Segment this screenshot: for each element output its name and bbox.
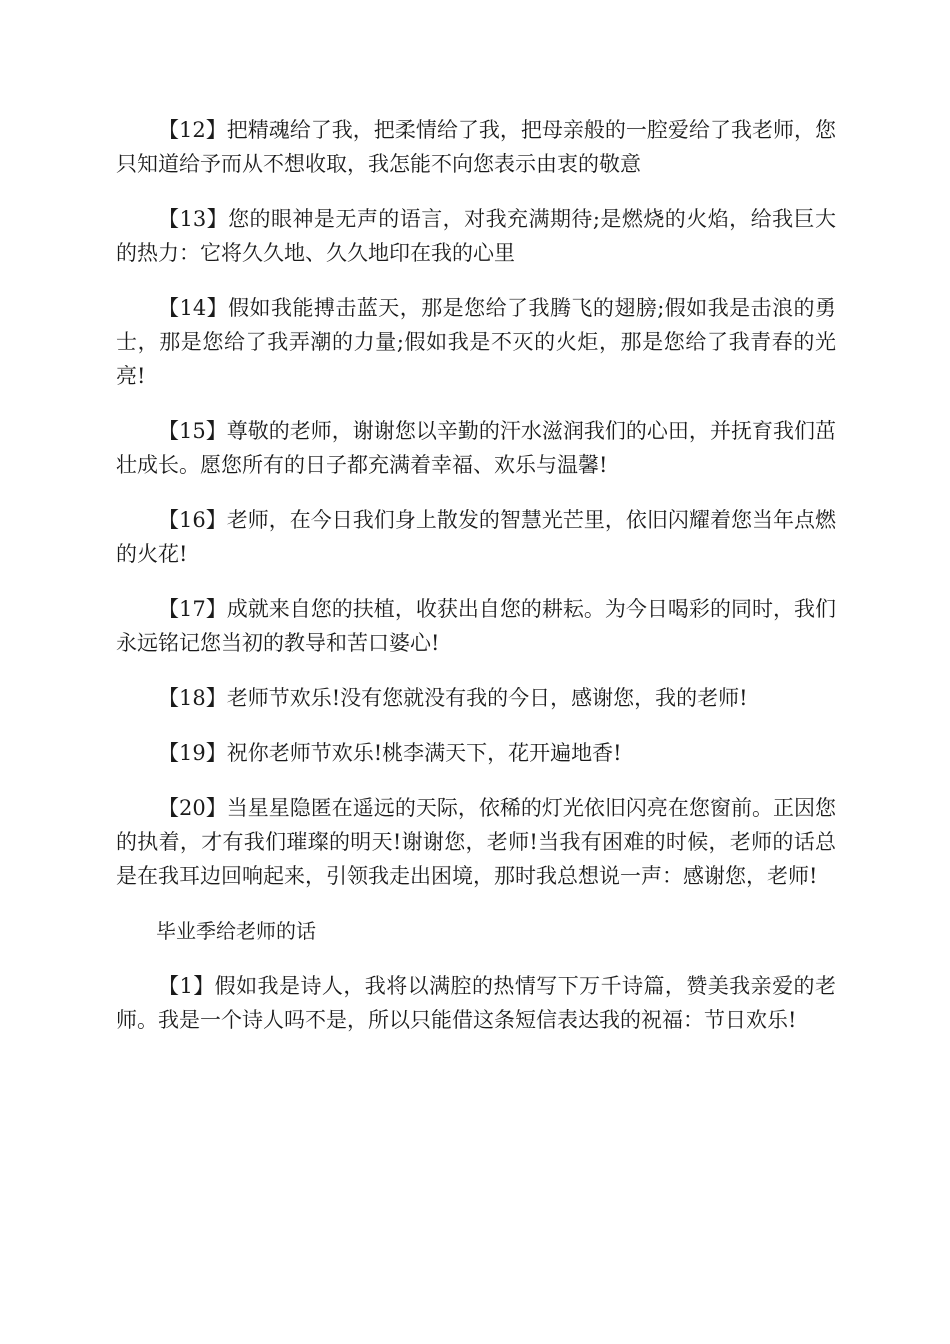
section-paragraph-1: 【1】假如我是诗人，我将以满腔的热情写下万千诗篇，赞美我亲爱的老师。我是一个诗人吗不是，所以只能借这条短信表达我的祝福：节日欢乐! bbox=[116, 974, 836, 1032]
paragraph-15: 【15】尊敬的老师，谢谢您以辛勤的汗水滋润我们的心田，并抚育我们茁壮成长。愿您所有的日子都充满着幸福、欢乐与温馨! bbox=[116, 419, 836, 477]
paragraph-18: 【18】老师节欢乐!没有您就没有我的今日，感谢您，我的老师! bbox=[158, 686, 748, 710]
paragraph-17: 【17】成就来自您的扶植，收获出自您的耕耘。为今日喝彩的同时，我们永远铭记您当初的教导和苦口婆心! bbox=[116, 597, 836, 655]
paragraph-12: 【12】把精魂给了我，把柔情给了我，把母亲般的一腔爱给了我老师，您只知道给予而从不想收取，我怎能不向您表示由衷的敬意 bbox=[116, 118, 836, 176]
paragraph-20: 【20】当星星隐匿在遥远的天际，依稀的灯光依旧闪亮在您窗前。正因您的执着，才有我们璀璨的明天!谢谢您，老师!当我有困难的时候，老师的话总是在我耳边回响起来，引领我走出困境，那时我总想说一声：感谢您，老师! bbox=[116, 796, 836, 888]
paragraph-14: 【14】假如我能搏击蓝天，那是您给了我腾飞的翅膀;假如我是击浪的勇士，那是您给了我弄潮的力量;假如我是不灭的火炬，那是您给了我青春的光亮! bbox=[116, 296, 836, 388]
paragraph-13: 【13】您的眼神是无声的语言，对我充满期待;是燃烧的火焰，给我巨大的热力：它将久久地、久久地印在我的心里 bbox=[116, 207, 836, 265]
section-heading: 毕业季给老师的话 bbox=[156, 919, 316, 943]
paragraph-19: 【19】祝你老师节欢乐!桃李满天下，花开遍地香! bbox=[158, 741, 622, 765]
paragraph-16: 【16】老师，在今日我们身上散发的智慧光芒里，依旧闪耀着您当年点燃的火花! bbox=[116, 508, 836, 566]
document-body bbox=[116, 113, 836, 1058]
